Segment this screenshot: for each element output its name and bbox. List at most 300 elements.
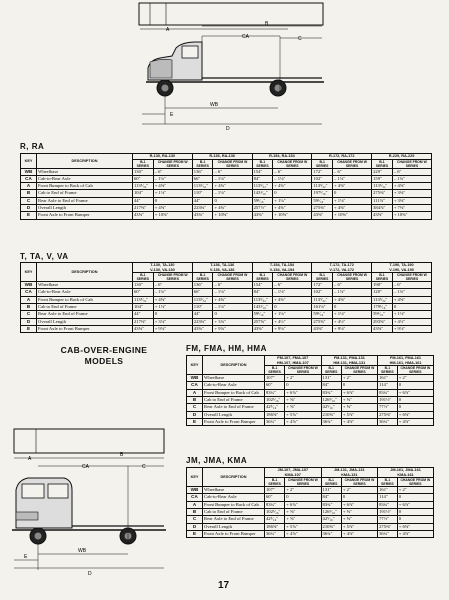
change-value-cell: – 1⅛″ xyxy=(213,289,252,296)
b1-value-cell: 217⅜″ xyxy=(133,205,154,212)
model-group-header: R-172, RA-172 xyxy=(312,154,372,160)
model-group-header: FM-131, FMA-131 HM-131, HMA-131 xyxy=(321,356,378,366)
b1-value-cell: 257⅝″ xyxy=(252,318,273,325)
row-description: Cab-to-Rear Axle xyxy=(37,175,133,182)
change-value-cell: – 1⅛″ xyxy=(333,175,372,182)
b1-value-cell: 120″ xyxy=(372,289,393,296)
coe-dim-c-label: C xyxy=(142,464,146,470)
model-group-header: T-130, TA-130 V-130, VA-130 xyxy=(133,263,193,273)
row-key: B xyxy=(187,397,203,404)
change-value-cell: + 4⅝″ xyxy=(153,205,192,212)
change-value-cell: + 1⅛″ xyxy=(273,311,312,318)
dim-wb-label: WB xyxy=(210,102,219,108)
b1-value-cell: 43⅝″ xyxy=(252,325,273,332)
change-value-cell: + 6⅞″ xyxy=(397,501,433,508)
row-key: D xyxy=(21,205,37,212)
change-value-cell: + 2″ xyxy=(285,375,321,382)
dim-d-label: D xyxy=(226,126,230,132)
table-row xyxy=(187,523,434,530)
table-row xyxy=(21,304,432,311)
row-key: E xyxy=(187,418,203,425)
row-key: CA xyxy=(187,494,203,501)
change-value-cell: – 1⅛″ xyxy=(213,190,252,197)
change-value-cell: + 4⅝″ xyxy=(333,296,372,303)
b1-value-cell: 186⅝″ xyxy=(265,411,285,418)
row-description: Rear Axle to End of Frame xyxy=(203,404,265,411)
model-group-header: FM-161, FMA-161 HM-161, HMA-161 xyxy=(378,356,434,366)
dim-e-label: E xyxy=(170,112,174,118)
change-value-cell: + 4⅞″ xyxy=(285,530,321,537)
b1-value-cell: 136″ xyxy=(192,282,213,289)
change-value-cell: – 6″ xyxy=(392,282,431,289)
change-from-w-header: CHANGE FROM W SERIES xyxy=(333,273,372,282)
change-value-cell: 0 xyxy=(397,382,433,389)
dim-b-label: B xyxy=(265,21,269,27)
b1-value-cell: 36¾″ xyxy=(265,418,285,425)
table-row xyxy=(187,494,434,501)
change-value-cell: + 2″ xyxy=(341,487,377,494)
change-value-cell: + 1⅛″ xyxy=(153,190,192,197)
change-from-w-header: CHANGE FROM W SERIES xyxy=(341,478,377,487)
table-row xyxy=(187,509,434,516)
change-value-cell: + 9⅛″ xyxy=(213,325,252,332)
change-value-cell: + 4⅝″ xyxy=(153,296,192,303)
table-row xyxy=(187,404,434,411)
section-heading-fm: FM, FMA, HM, HMA xyxy=(186,344,267,353)
change-value-cell: 0 xyxy=(153,197,192,204)
table-row xyxy=(187,530,434,537)
change-value-cell: + 1⅛″ xyxy=(392,311,431,318)
row-key: WB xyxy=(187,375,203,382)
row-description: Cab to End of Frame xyxy=(37,190,133,197)
model-group-header: R-229, RA-229 xyxy=(372,154,432,160)
b1-value-cell: 130″ xyxy=(133,282,154,289)
cab-over-engine-title xyxy=(44,345,164,367)
row-key: E xyxy=(187,530,203,537)
row-key: WB xyxy=(187,487,203,494)
row-key: C xyxy=(187,404,203,411)
change-value-cell: 0 xyxy=(392,304,431,311)
change-value-cell: + ⅝″ xyxy=(341,397,377,404)
b1-value-cell: 77½″ xyxy=(378,404,398,411)
b1-value-cell: 384⅞″ xyxy=(372,205,393,212)
change-value-cell: 0 xyxy=(397,509,433,516)
row-key: A xyxy=(21,183,37,190)
table-row xyxy=(187,411,434,418)
b1-value-cell: 42⁵⁄₁₆″ xyxy=(321,516,341,523)
change-value-cell: + 4⅞″ xyxy=(397,530,433,537)
b1-value-cell: 113⁵⁄₃₂″ xyxy=(252,183,273,190)
model-group-header: JM-107, JMA-107 KMA-107 xyxy=(265,468,322,478)
table-row xyxy=(21,289,432,296)
model-group-header: T-136, TA-136 V-136, VA-136 xyxy=(192,263,252,273)
change-value-cell: + 3⅜″ xyxy=(392,190,431,197)
b1-series-header: B-1 SERIES xyxy=(372,159,393,168)
change-value-cell: – 1⅛″ xyxy=(333,289,372,296)
change-value-cell: + 2″ xyxy=(285,487,321,494)
b1-value-cell: 43⅝″ xyxy=(192,325,213,332)
b1-value-cell: 44″ xyxy=(192,197,213,204)
row-description: Front Bumper to Back of Cab xyxy=(203,501,265,508)
change-value-cell: + 1⅛″ xyxy=(153,304,192,311)
b1-value-cell: 191½″ xyxy=(378,509,398,516)
b1-value-cell: 77½″ xyxy=(378,516,398,523)
change-value-cell: + 6⅞″ xyxy=(397,389,433,396)
b1-series-header: B-1 SERIES xyxy=(321,366,341,375)
b1-value-cell: 113⁵⁄₃₂″ xyxy=(192,183,213,190)
change-value-cell: + 9⅛″ xyxy=(392,325,431,332)
b1-series-header: B-1 SERIES xyxy=(312,273,333,282)
table-row xyxy=(187,501,434,508)
change-from-w-header: CHANGE FROM W SERIES xyxy=(285,478,321,487)
table-row xyxy=(21,190,432,197)
change-value-cell: + 4½″ xyxy=(392,318,431,325)
b1-value-cell: 60″ xyxy=(133,289,154,296)
row-description: Rear Axle to End of Frame xyxy=(37,197,133,204)
change-value-cell: + 7⅜″ xyxy=(392,205,431,212)
b1-value-cell: 210⅝″ xyxy=(321,523,341,530)
b1-value-cell: 111⅞″ xyxy=(372,197,393,204)
change-value-cell: + 1⅛″ xyxy=(333,311,372,318)
change-value-cell: + 4⅝″ xyxy=(333,205,372,212)
change-value-cell: 0 xyxy=(397,494,433,501)
b1-value-cell: 275⅜″ xyxy=(312,205,333,212)
table-row xyxy=(187,397,434,404)
row-description: Overall Length xyxy=(37,318,133,325)
table-row xyxy=(21,311,432,318)
b1-value-cell: 113⁵⁄₃₂″ xyxy=(192,296,213,303)
model-group-header: R-154, RA-154 xyxy=(252,154,312,160)
table-row xyxy=(187,418,434,425)
b1-value-cell: 84″ xyxy=(252,175,273,182)
b1-value-cell: 44″ xyxy=(133,197,154,204)
coe-dim-d-label: D xyxy=(88,571,92,577)
row-key: CA xyxy=(21,175,37,182)
change-value-cell: + 3⅛″ xyxy=(153,318,192,325)
row-key: WB xyxy=(21,168,37,175)
b1-value-cell: 60″ xyxy=(133,175,154,182)
b1-value-cell: 172″ xyxy=(312,168,333,175)
table-row xyxy=(187,375,434,382)
table-row xyxy=(21,168,432,175)
row-key: WB xyxy=(21,282,37,289)
b1-value-cell: 59¹⁄₁₆″ xyxy=(252,311,273,318)
table-row xyxy=(21,325,432,332)
change-value-cell: + 4½″ xyxy=(333,318,372,325)
row-description: Overall Length xyxy=(203,411,265,418)
change-from-w-header: CHANGE FROM W SERIES xyxy=(285,366,321,375)
description-column-header: DESCRIPTION xyxy=(37,154,133,169)
change-from-w-header: CHANGE FROM W SERIES xyxy=(213,159,252,168)
change-value-cell: 0 xyxy=(341,494,377,501)
change-value-cell: + 10⅝″ xyxy=(153,212,192,219)
change-value-cell: + 4⅝″ xyxy=(392,296,431,303)
b1-value-cell: 275⅜″ xyxy=(378,411,398,418)
change-value-cell: + 10⅝″ xyxy=(333,212,372,219)
b1-value-cell: 59¹⁄₁₆″ xyxy=(372,311,393,318)
row-key: A xyxy=(187,389,203,396)
b1-value-cell: 275⅝″ xyxy=(312,318,333,325)
b1-value-cell: 154″ xyxy=(252,282,273,289)
change-from-w-header: CHANGE FROM W SERIES xyxy=(153,159,192,168)
b1-value-cell: 131″ xyxy=(321,487,341,494)
change-value-cell: – 6″ xyxy=(273,168,312,175)
row-key: C xyxy=(21,197,37,204)
b1-value-cell: 83¾″ xyxy=(265,501,285,508)
b1-value-cell: 161″ xyxy=(378,487,398,494)
change-value-cell: 0 xyxy=(273,304,312,311)
b1-value-cell: 217⅜″ xyxy=(133,318,154,325)
change-value-cell: + 6⅞″ xyxy=(341,389,377,396)
b1-value-cell: 110″ xyxy=(192,304,213,311)
row-key: C xyxy=(187,516,203,523)
b1-value-cell: 43⅝″ xyxy=(133,212,154,219)
change-value-cell: + 4½″ xyxy=(273,318,312,325)
b1-value-cell: 102″ xyxy=(312,175,333,182)
b1-series-header: B-1 SERIES xyxy=(192,273,213,282)
key-column-header: KEY xyxy=(21,154,37,169)
row-key: E xyxy=(21,325,37,332)
b1-value-cell: 197¹⁄₁₆″ xyxy=(312,190,333,197)
b1-value-cell: 154″ xyxy=(252,168,273,175)
table-row xyxy=(187,382,434,389)
b1-value-cell: 113⁵⁄₃₂″ xyxy=(372,183,393,190)
b1-value-cell: 42⁵⁄₁₆″ xyxy=(265,516,285,523)
change-from-w-header: CHANGE FROM W SERIES xyxy=(392,159,431,168)
change-value-cell: + ⅝″ xyxy=(285,509,321,516)
change-value-cell: – 6″ xyxy=(333,168,372,175)
model-group-header: T-190, TA-190 V-190, VA-190 xyxy=(372,263,432,273)
table-row xyxy=(21,318,432,325)
b1-value-cell: 190″ xyxy=(372,282,393,289)
b1-series-header: B-1 SERIES xyxy=(372,273,393,282)
row-description: Front Axle to Front Bumper xyxy=(203,530,265,537)
model-group-header: R-136, RA-136 xyxy=(192,154,252,160)
row-description: Front Axle to Front Bumper xyxy=(203,418,265,425)
row-key: D xyxy=(187,523,203,530)
change-value-cell: + 2″ xyxy=(397,487,433,494)
change-value-cell: + 4⅝″ xyxy=(392,183,431,190)
change-value-cell: 0 xyxy=(397,404,433,411)
cab-over-engine-diagram xyxy=(4,428,172,578)
row-description: Wheelbase xyxy=(37,282,133,289)
b1-value-cell: 113⁵⁄₃₂″ xyxy=(133,296,154,303)
change-value-cell: + 5⅞″ xyxy=(341,411,377,418)
b1-value-cell: 36¾″ xyxy=(378,418,398,425)
b1-value-cell: 275⅜″ xyxy=(372,190,393,197)
b1-value-cell: 66″ xyxy=(192,175,213,182)
b1-value-cell: 143¹⁄₁₆″ xyxy=(252,190,273,197)
change-value-cell: + 10⅝″ xyxy=(213,212,252,219)
b1-value-cell: 126⁵⁄₁₆″ xyxy=(321,397,341,404)
model-group-header: JM-161, JMA-161 KMA-161 xyxy=(378,468,434,478)
row-key: D xyxy=(21,318,37,325)
change-value-cell: + 6⅞″ xyxy=(285,389,321,396)
row-description: Rear Axle to End of Frame xyxy=(37,311,133,318)
change-value-cell: – 6″ xyxy=(273,282,312,289)
change-value-cell: + 6⅞″ xyxy=(341,501,377,508)
row-description: Cab to End of Frame xyxy=(37,304,133,311)
row-description: Cab to End of Frame xyxy=(203,509,265,516)
model-group-header: JM-131, JMA-131 KMA-131 xyxy=(321,468,378,478)
row-key: A xyxy=(187,501,203,508)
b1-value-cell: 43⅝″ xyxy=(372,212,393,219)
change-from-w-header: CHANGE FROM W SERIES xyxy=(153,273,192,282)
r-series-dimension-table xyxy=(20,153,432,220)
b1-series-header: B-1 SERIES xyxy=(252,159,273,168)
b1-value-cell: 84″ xyxy=(321,382,341,389)
change-value-cell: + 1⅛″ xyxy=(273,197,312,204)
b1-value-cell: 223⅜″ xyxy=(192,318,213,325)
b1-value-cell: 42⁵⁄₁₆″ xyxy=(265,404,285,411)
change-value-cell: + 2″ xyxy=(341,375,377,382)
table-row xyxy=(21,282,432,289)
b1-value-cell: 113⁵⁄₃₂″ xyxy=(372,296,393,303)
change-value-cell: + 5⅞″ xyxy=(285,523,321,530)
b1-value-cell: 36¾″ xyxy=(321,530,341,537)
change-from-w-header: CHANGE FROM W SERIES xyxy=(397,478,433,487)
change-value-cell: – 1⅛″ xyxy=(392,175,431,182)
b1-value-cell: 130″ xyxy=(133,168,154,175)
change-value-cell: + 4⅝″ xyxy=(273,296,312,303)
row-description: Front Axle to Front Bumper xyxy=(37,212,133,219)
table-row xyxy=(187,487,434,494)
change-value-cell: + 9⅛″ xyxy=(273,325,312,332)
page-number: 17 xyxy=(218,580,230,591)
b1-value-cell: 186⅝″ xyxy=(265,523,285,530)
b1-value-cell: 114″ xyxy=(378,382,398,389)
change-value-cell: + 9⅛″ xyxy=(153,325,192,332)
b1-value-cell: 131″ xyxy=(321,375,341,382)
b1-value-cell: 110″ xyxy=(192,190,213,197)
row-description: Wheelbase xyxy=(203,375,265,382)
b1-value-cell: 59¹⁄₁₆″ xyxy=(312,197,333,204)
change-from-w-header: CHANGE FROM W SERIES xyxy=(273,159,312,168)
section-heading-r: R, RA xyxy=(20,142,45,151)
model-group-header: R-130, RA-130 xyxy=(133,154,193,160)
description-column-header: DESCRIPTION xyxy=(37,263,133,282)
row-description: Front Bumper to Back of Cab xyxy=(203,389,265,396)
change-value-cell: + 5⅞″ xyxy=(285,411,321,418)
change-value-cell: + 6⅞″ xyxy=(285,501,321,508)
change-from-w-header: CHANGE FROM W SERIES xyxy=(213,273,252,282)
section-heading-jm: JM, JMA, KMA xyxy=(186,456,248,465)
change-value-cell: 0 xyxy=(333,190,372,197)
model-group-header: FM-107, FMA-107 HM-107, HMA-107 xyxy=(265,356,322,366)
change-value-cell: – 1⅛″ xyxy=(273,175,312,182)
dim-a-label: A xyxy=(166,27,170,33)
change-value-cell: + 5⅞″ xyxy=(341,523,377,530)
b1-value-cell: 59¹⁄₁₆″ xyxy=(252,197,273,204)
b1-series-header: B-1 SERIES xyxy=(378,366,398,375)
b1-value-cell: 43⅝″ xyxy=(312,212,333,219)
b1-value-cell: 159″ xyxy=(372,175,393,182)
change-value-cell: + ⅝″ xyxy=(341,509,377,516)
dim-c-label: C xyxy=(298,36,302,42)
change-value-cell: – 6″ xyxy=(333,282,372,289)
b1-series-header: B-1 SERIES xyxy=(265,478,285,487)
change-value-cell: 0 xyxy=(333,304,372,311)
b1-series-header: B-1 SERIES xyxy=(192,159,213,168)
change-from-w-header: CHANGE FROM W SERIES xyxy=(397,366,433,375)
b1-value-cell: 126⁵⁄₁₆″ xyxy=(321,509,341,516)
coe-dim-wb-label: WB xyxy=(78,548,87,554)
row-description: Wheelbase xyxy=(203,487,265,494)
change-value-cell: + 2″ xyxy=(397,375,433,382)
b1-value-cell: 59¹⁄₁₆″ xyxy=(312,311,333,318)
change-value-cell: 0 xyxy=(285,494,321,501)
b1-value-cell: 36¾″ xyxy=(378,530,398,537)
change-value-cell: 0 xyxy=(341,382,377,389)
row-description: Rear Axle to End of Frame xyxy=(203,516,265,523)
change-value-cell: – 6″ xyxy=(392,168,431,175)
b1-value-cell: 36¾″ xyxy=(321,418,341,425)
change-value-cell: + 4⅞″ xyxy=(285,418,321,425)
change-value-cell: 0 xyxy=(153,311,192,318)
change-value-cell: + 9⅛″ xyxy=(333,325,372,332)
key-column-header: KEY xyxy=(187,468,203,487)
change-value-cell: + 1⅛″ xyxy=(333,197,372,204)
b1-value-cell: 104″ xyxy=(133,304,154,311)
b1-value-cell: 102⁵⁄₁₆″ xyxy=(265,397,285,404)
row-description: Cab-to-Rear Axle xyxy=(203,494,265,501)
change-value-cell: 0 xyxy=(397,516,433,523)
coe-title-line2: MODELS xyxy=(84,356,124,366)
b1-value-cell: 84″ xyxy=(252,289,273,296)
section-heading-t: T, TA, V, VA xyxy=(20,252,69,261)
table-row xyxy=(21,197,432,204)
change-from-w-header: CHANGE FROM W SERIES xyxy=(341,366,377,375)
b1-value-cell: 114″ xyxy=(378,494,398,501)
change-value-cell: + 4⅞″ xyxy=(341,530,377,537)
change-value-cell: – 6″ xyxy=(213,168,252,175)
coe-dim-b-label: B xyxy=(120,452,124,458)
b1-value-cell: 60″ xyxy=(265,382,285,389)
table-row xyxy=(21,296,432,303)
b1-value-cell: 60″ xyxy=(265,494,285,501)
b1-value-cell: 43⅝″ xyxy=(192,212,213,219)
change-value-cell: + 4⅞″ xyxy=(341,418,377,425)
change-value-cell: + 4⅞″ xyxy=(397,418,433,425)
row-description: Overall Length xyxy=(37,205,133,212)
change-value-cell: + 6⅝″ xyxy=(397,411,433,418)
change-value-cell: – 1⅛″ xyxy=(213,175,252,182)
b1-value-cell: 191½″ xyxy=(378,397,398,404)
b1-value-cell: 113⁵⁄₃₂″ xyxy=(312,296,333,303)
key-column-header: KEY xyxy=(21,263,37,282)
b1-value-cell: 102″ xyxy=(312,289,333,296)
row-description: Cab-to-Rear Axle xyxy=(37,289,133,296)
b1-series-header: B-1 SERIES xyxy=(265,366,285,375)
change-value-cell: 0 xyxy=(273,190,312,197)
table-row xyxy=(21,205,432,212)
row-key: E xyxy=(21,212,37,219)
change-value-cell: + ⅝″ xyxy=(285,397,321,404)
b1-value-cell: 83¾″ xyxy=(378,501,398,508)
change-from-w-header: CHANGE FROM W SERIES xyxy=(273,273,312,282)
row-key: CA xyxy=(21,289,37,296)
change-value-cell: 0 xyxy=(213,197,252,204)
change-value-cell: + 6⅝″ xyxy=(397,523,433,530)
table-row xyxy=(21,175,432,182)
coe-dim-ca-label: CA xyxy=(82,464,89,470)
row-key: B xyxy=(187,509,203,516)
b1-value-cell: 107″ xyxy=(265,487,285,494)
change-value-cell: – 1⅛″ xyxy=(273,289,312,296)
b1-value-cell: 84″ xyxy=(321,494,341,501)
row-key: B xyxy=(21,190,37,197)
change-value-cell: 0 xyxy=(213,311,252,318)
